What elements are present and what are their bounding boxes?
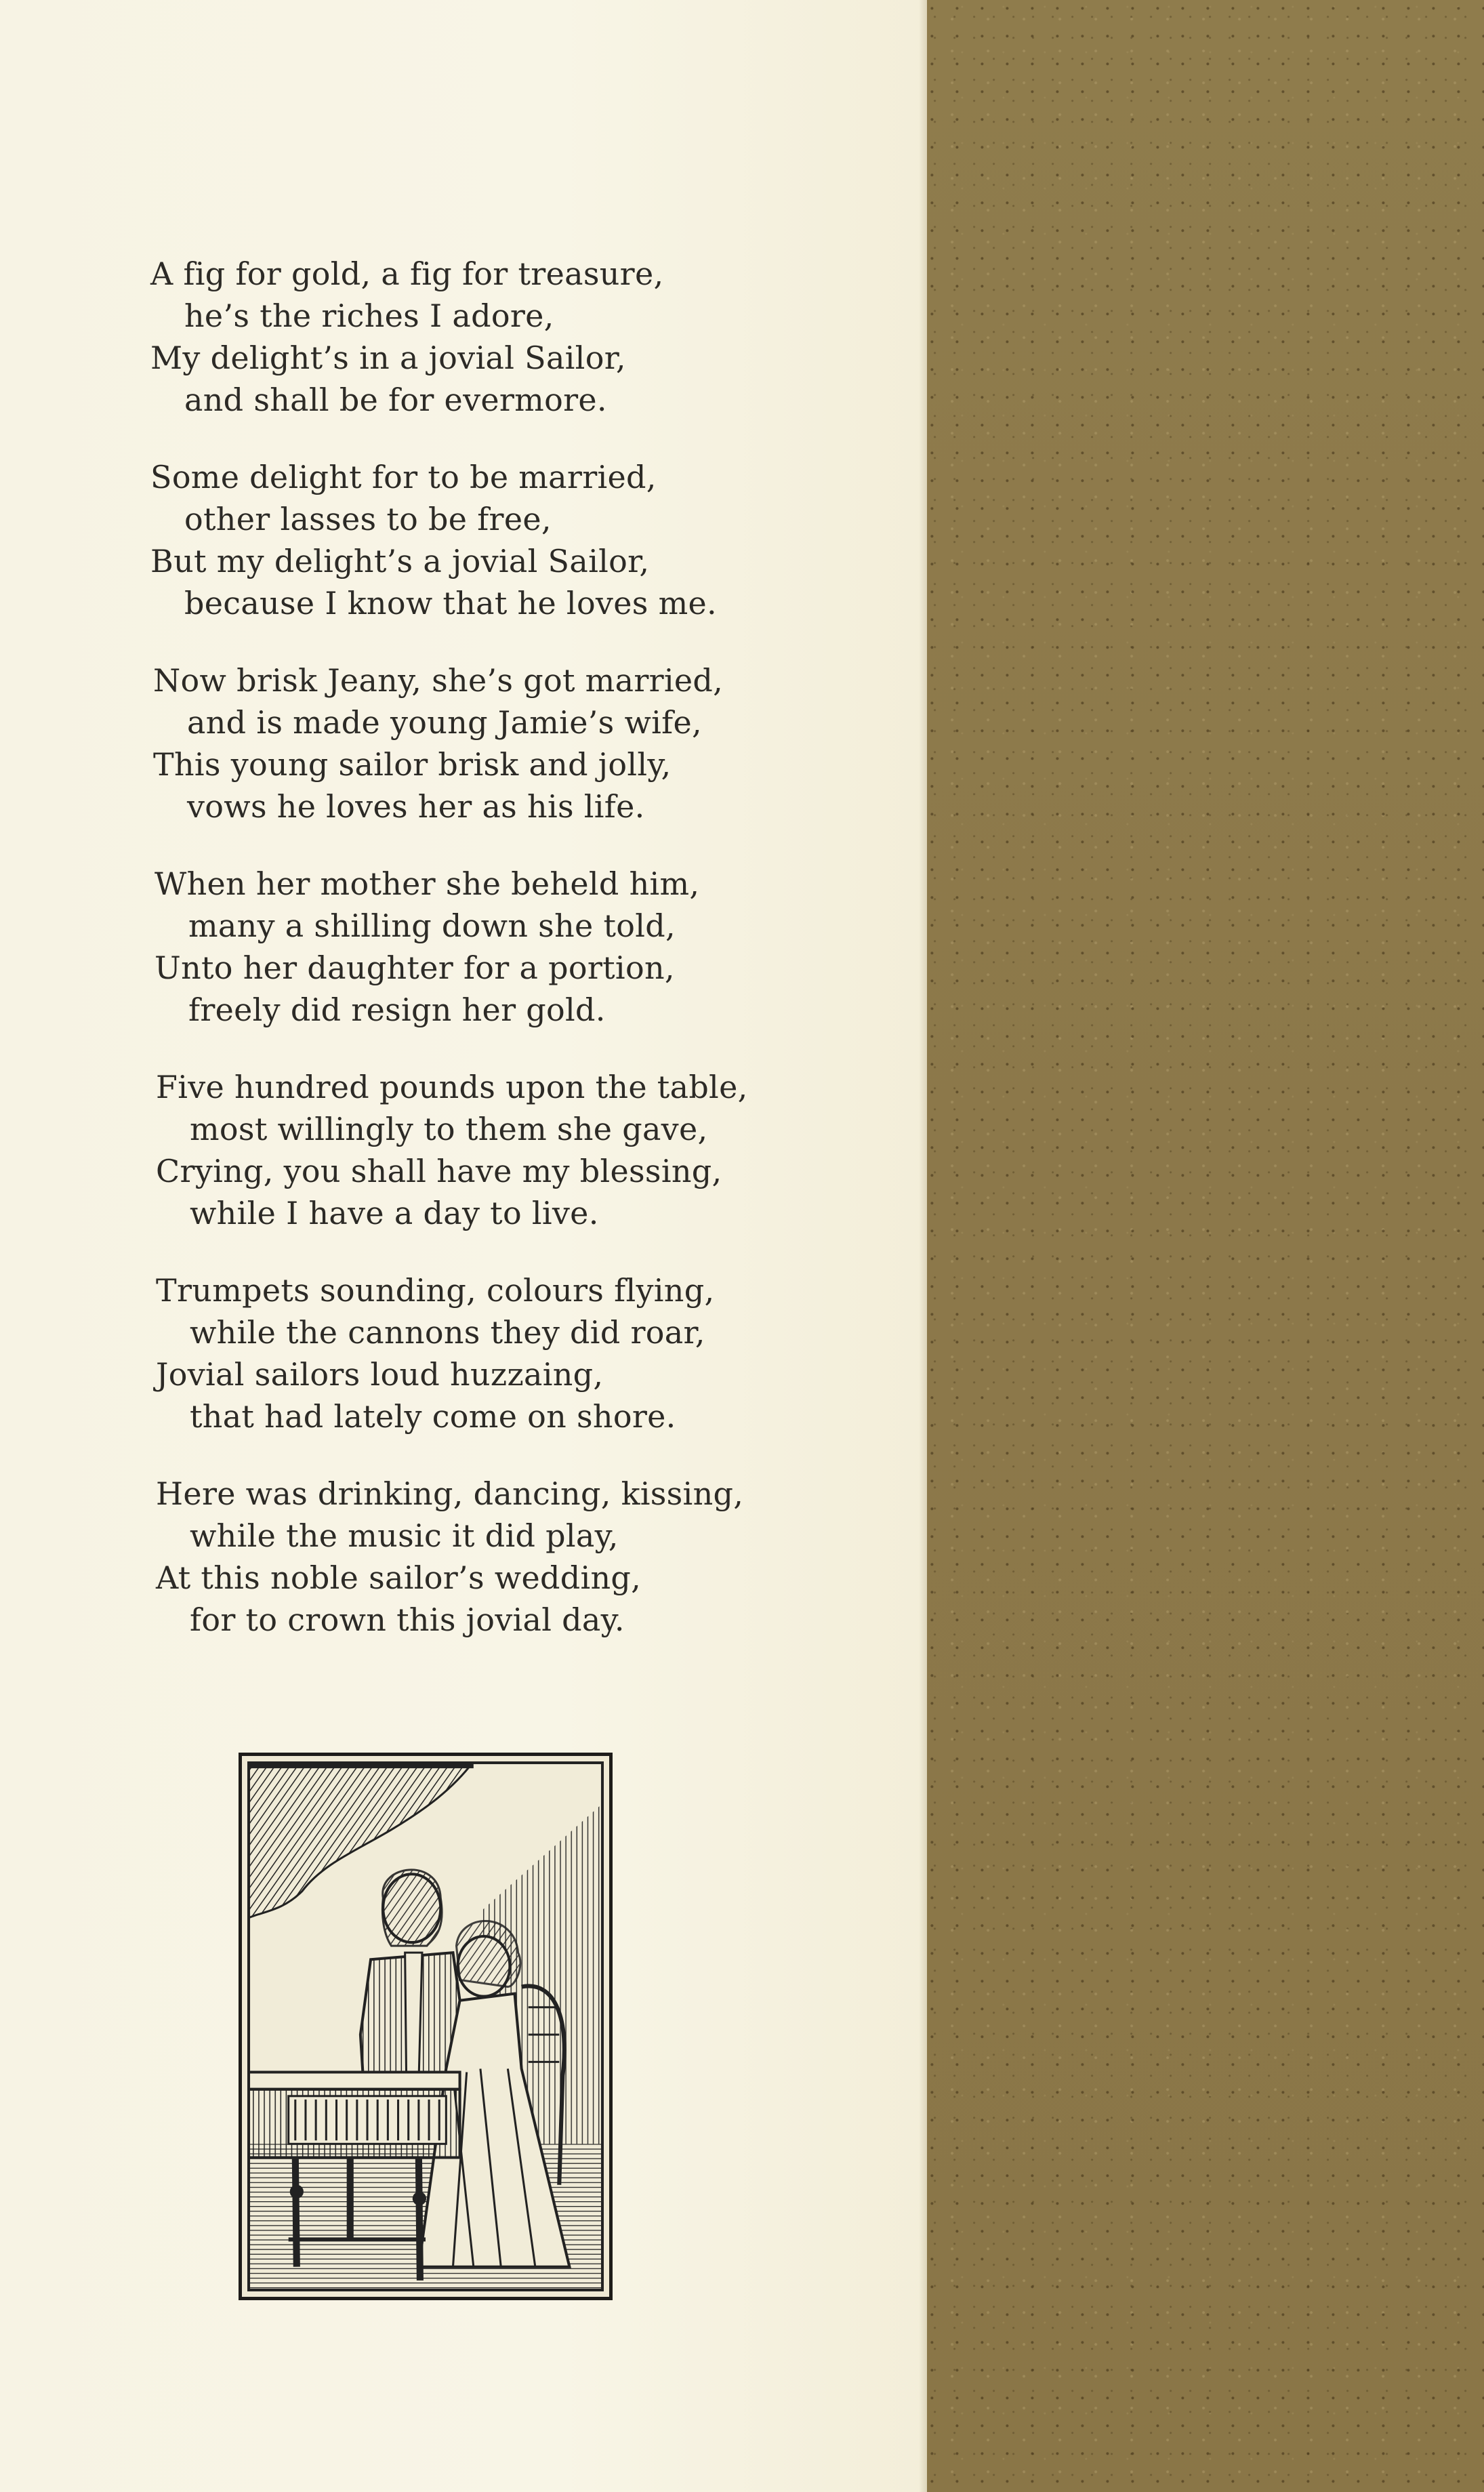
poem-line: When her mother she beheld him, xyxy=(154,865,700,902)
poem-line: for to crown this jovial day. xyxy=(190,1601,625,1638)
stanza-7 xyxy=(156,1473,901,1641)
poem-line: while the cannons they did roar, xyxy=(190,1314,705,1351)
poem-line: But my delight’s a jovial Sailor, xyxy=(150,543,650,579)
poem-line: Here was drinking, dancing, kissing, xyxy=(156,1475,744,1512)
poem-line: Jovial sailors loud huzzaing, xyxy=(156,1356,604,1393)
poem-line: other lasses to be free, xyxy=(184,501,552,537)
stanza-4 xyxy=(154,863,900,1031)
stanza-3 xyxy=(153,659,899,828)
stanza-2 xyxy=(150,456,896,624)
poem-line: and shall be for evermore. xyxy=(184,382,607,418)
poem-line: A fig for gold, a fig for treasure, xyxy=(150,256,664,292)
poem-line: Some delight for to be married, xyxy=(150,459,657,495)
poem-line: At this noble sailor’s wedding, xyxy=(156,1559,642,1596)
poem-line: and is made young Jamie’s wife, xyxy=(187,704,702,741)
stanza-1 xyxy=(150,253,896,421)
poem-line: Five hundred pounds upon the table, xyxy=(156,1069,748,1105)
poem-line: many a shilling down she told, xyxy=(188,907,676,944)
poem-line: while I have a day to live. xyxy=(190,1195,599,1231)
poem-line: My delight’s in a jovial Sailor, xyxy=(150,340,626,376)
poem-line: Crying, you shall have my blessing, xyxy=(156,1153,722,1189)
poem-line: because I know that he loves me. xyxy=(184,585,717,621)
poem-line: most willingly to them she gave, xyxy=(190,1111,708,1147)
cardboard-backing xyxy=(927,0,1484,2492)
poem-line: while the music it did play, xyxy=(190,1517,619,1554)
stanza-6 xyxy=(156,1269,901,1437)
poem-line: This young sailor brisk and jolly, xyxy=(153,746,672,783)
poem-line: Unto her daughter for a portion, xyxy=(154,949,675,986)
poem-line: vows he loves her as his life. xyxy=(187,788,645,825)
poem-line: freely did resign her gold. xyxy=(188,992,606,1028)
poem-line: Trumpets sounding, colours flying, xyxy=(156,1272,715,1309)
stanza-5 xyxy=(156,1066,901,1234)
poem-line: Now brisk Jeany, she’s got married, xyxy=(153,662,724,699)
woodcut-illustration xyxy=(239,1753,613,2300)
poem-line: that had lately come on shore. xyxy=(190,1398,676,1435)
poem-line: he’s the riches I adore, xyxy=(184,298,554,334)
woodcut-couple-at-spinet-icon xyxy=(247,1761,604,2291)
